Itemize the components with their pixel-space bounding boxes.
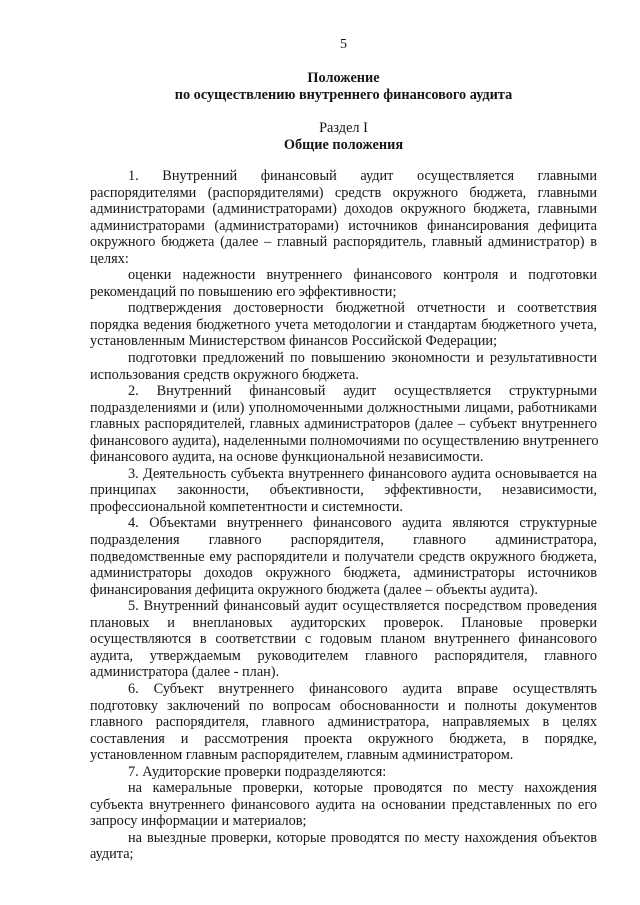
- text-line: подтверждения достоверности бюджетной отчетности и соответствия: [128, 300, 597, 317]
- section-title: Общие положения: [283, 136, 404, 153]
- clause-7: [90, 764, 597, 781]
- text-line: рекомендаций по повышению его эффективности;: [90, 283, 397, 300]
- text-line: финансового аудита, на основе функциональной независимости.: [90, 449, 484, 466]
- text-line: использования средств окружного бюджета.: [90, 366, 359, 383]
- text-line: принципах законности, объективности, эффективности, независимости,: [90, 482, 597, 499]
- text-line: 7. Аудиторские проверки подразделяются:: [128, 763, 387, 780]
- text-line: администратора (далее - план).: [90, 664, 280, 681]
- document-title: [90, 70, 597, 103]
- text-line: оценки надежности внутреннего финансового контроля и подготовки: [128, 267, 597, 284]
- clause-1-purpose-b: [90, 300, 597, 350]
- clause-1-purpose-a: [90, 267, 597, 300]
- section-label: Раздел I: [319, 120, 368, 136]
- text-line: субъекта внутреннего финансового аудита на основании представленных по его: [90, 796, 597, 813]
- text-line: 4. Объектами внутреннего финансового аудита являются структурные: [128, 515, 597, 532]
- text-line: 3. Деятельность субъекта внутреннего финансового аудита основывается на: [128, 465, 597, 482]
- clause-3: [90, 466, 597, 516]
- text-line: администраторами (администраторами) доходов окружного бюджета, главными: [90, 201, 597, 218]
- text-line: порядка ведения бюджетного учета методологии и стандартам бюджетного учета,: [90, 316, 597, 333]
- text-line: подготовку заключений по вопросам обоснованности и полноты документов: [90, 697, 597, 714]
- clause-2: [90, 383, 597, 466]
- text-line: распорядителями (распорядителями) средств окружного бюджета, главными: [90, 184, 597, 201]
- document-title-line-2: по осуществлению внутреннего финансового аудита: [174, 86, 513, 103]
- page-number: 5: [340, 37, 347, 52]
- clause-7-type-field-audit: [90, 830, 597, 863]
- text-line: осуществляются в соответствии с годовым планом внутреннего финансового: [90, 631, 597, 648]
- text-line: администраторы доходов окружного бюджета, администраторы источников: [90, 565, 597, 582]
- text-line: 6. Субъект внутреннего финансового аудита вправе осуществлять: [128, 680, 597, 697]
- document-body: [90, 168, 597, 863]
- section-heading: [90, 120, 597, 153]
- clause-6: [90, 681, 597, 764]
- clause-7-type-desk-audit: [90, 780, 597, 830]
- clause-5: [90, 598, 597, 681]
- clause-1: [90, 168, 597, 267]
- clause-4: [90, 515, 597, 598]
- text-line: на выездные проверки, которые проводятся по месту нахождения объектов: [128, 829, 597, 846]
- text-line: главного распорядителя, главного администратора, направляемых в целях: [90, 714, 597, 731]
- text-line: установленном главным распорядителем, главным администратором.: [90, 747, 514, 764]
- text-line: подразделения главного распорядителя, главного администратора,: [90, 532, 597, 549]
- text-line: установленным Министерством финансов Российской Федерации;: [90, 333, 498, 350]
- text-line: окружного бюджета (далее – главный распорядитель, главный администратор) в: [90, 234, 597, 251]
- text-line: целях:: [90, 250, 129, 267]
- text-line: профессиональной компетентности и системности.: [90, 498, 403, 515]
- text-line: запросу информации и материалов;: [90, 813, 307, 830]
- text-line: подготовки предложений по повышению экономности и результативности: [128, 350, 597, 367]
- text-line: подведомственные ему распорядители и получатели средств окружного бюджета,: [90, 548, 597, 565]
- text-line: администраторами (администраторами) источников финансирования дефицита: [90, 217, 597, 234]
- text-line: составления и рассмотрения проекта окружного бюджета, в порядке,: [90, 730, 597, 747]
- text-line: финансирования дефицита окружного бюджета (далее – объекты аудита).: [90, 581, 538, 598]
- text-line: 5. Внутренний финансовый аудит осуществляется посредством проведения: [128, 598, 597, 615]
- text-line: аудита;: [90, 846, 134, 863]
- text-line: 2. Внутренний финансовый аудит осуществляется структурными: [128, 383, 597, 400]
- text-line: на камеральные проверки, которые проводятся по месту нахождения: [128, 780, 597, 797]
- text-line: финансового аудита), наделенными полномочиями по осуществлению внутреннего: [90, 432, 599, 449]
- document-title-line-1: Положение: [307, 70, 380, 86]
- text-line: плановых и внеплановых аудиторских проверок. Плановые проверки: [90, 614, 597, 631]
- text-line: главных распорядителей, главных администраторов (далее – субъект внутреннего: [90, 416, 597, 433]
- text-line: аудита, утверждаемым руководителем главного распорядителя, главного: [90, 647, 597, 664]
- text-line: 1. Внутренний финансовый аудит осуществляется главными: [128, 168, 597, 184]
- clause-1-purpose-c: [90, 350, 597, 383]
- text-line: подразделениями и (или) уполномоченными должностными лицами, работниками: [90, 399, 597, 416]
